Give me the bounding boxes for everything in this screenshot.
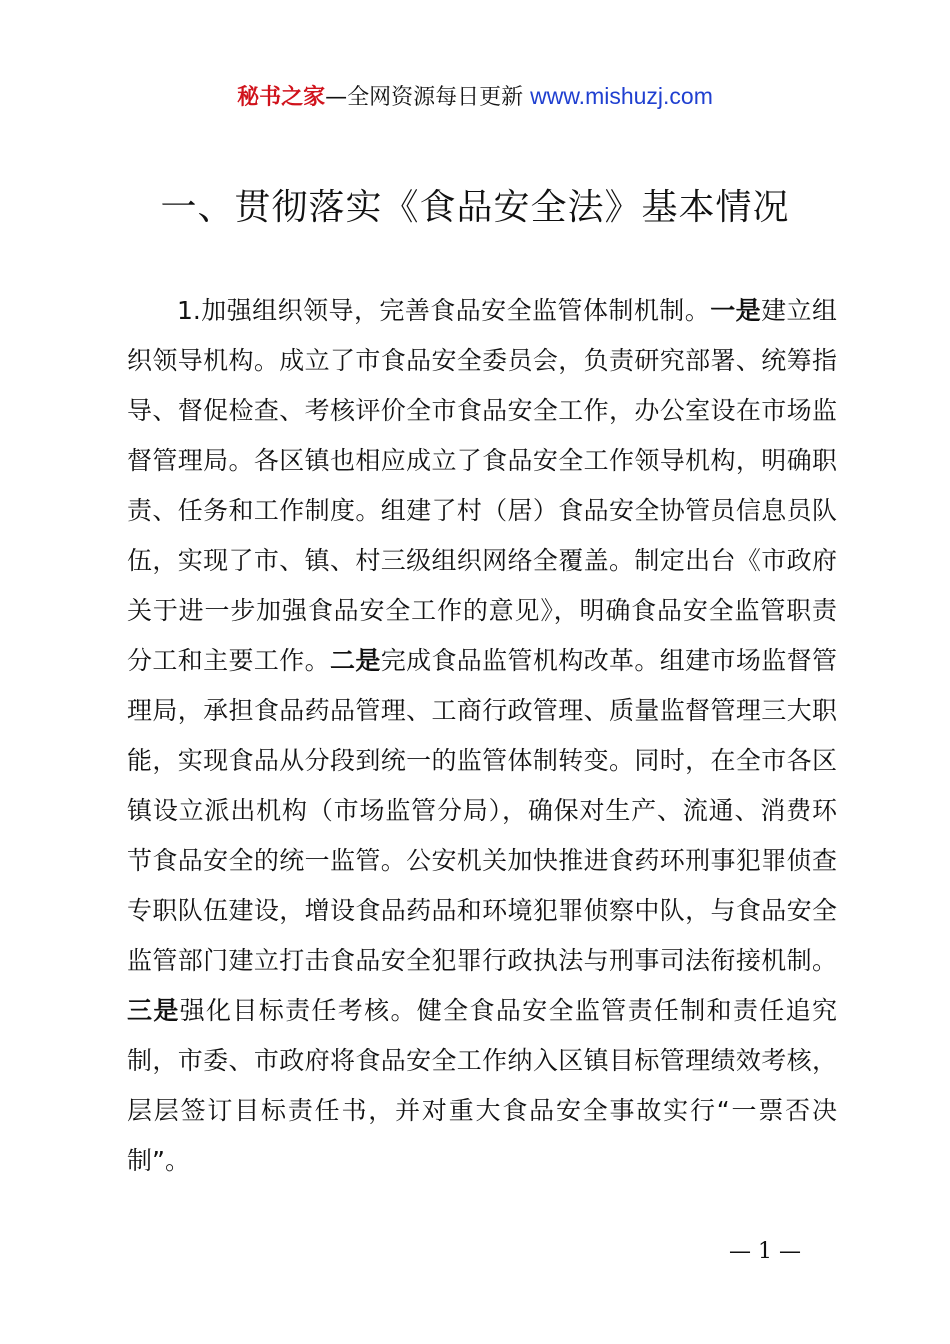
marker-two: 二是 (329, 646, 381, 675)
marker-three: 三是 (127, 996, 180, 1025)
marker-one: 一是 (710, 296, 762, 325)
paragraph-part-one: 建立组织领导机构。成立了市食品安全委员会，负责研究部署、统筹指导、督促检查、考核评价全市食品安全工作，办公室设在市场监督管理局。各区镇也相应成立了食品安全工作领导机构，明确职责、任务和工作制度。组建了村（居）食品安全协管员信息员队伍，实现了市、镇、村三级组织网络全覆盖。制定出台《市政府关于进一步加强食品安全工作的意见》，明确食品安全监管职责分工和主要工作。 (127, 296, 837, 675)
paragraph-lead: 1.加强组织领导，完善食品安全监管体制机制。 (177, 296, 711, 325)
body-paragraph (127, 286, 837, 1186)
paragraph-part-three: 强化目标责任考核。健全食品安全监管责任制和责任追究制，市委、市政府将食品安全工作纳入区镇目标管理绩效考核，层层签订目标责任书，并对重大食品安全事故实行“一票否决制”。 (127, 996, 837, 1175)
site-tagline: —全网资源每日更新 (325, 85, 524, 110)
paragraph-part-two: 完成食品监管机构改革。组建市场监督管理局，承担食品药品管理、工商行政管理、质量监督管理三大职能，实现食品从分段到统一的监管体制转变。同时，在全市各区镇设立派出机构（市场监管分局），确保对生产、流通、消费环节食品安全的统一监管。公安机关加快推进食药环刑事犯罪侦查专职队伍建设，增设食品药品和环境犯罪侦察中队，与食品安全监管部门建立打击食品安全犯罪行政执法与刑事司法衔接机制。 (127, 646, 837, 975)
site-brand: 秘书之家 (237, 85, 326, 110)
page-number: — 1 — (729, 1239, 801, 1264)
document-title: 一、贯彻落实《食品安全法》基本情况 (160, 187, 790, 228)
site-url-link[interactable]: www.mishuzj.com (530, 83, 713, 109)
site-header (0, 80, 950, 114)
